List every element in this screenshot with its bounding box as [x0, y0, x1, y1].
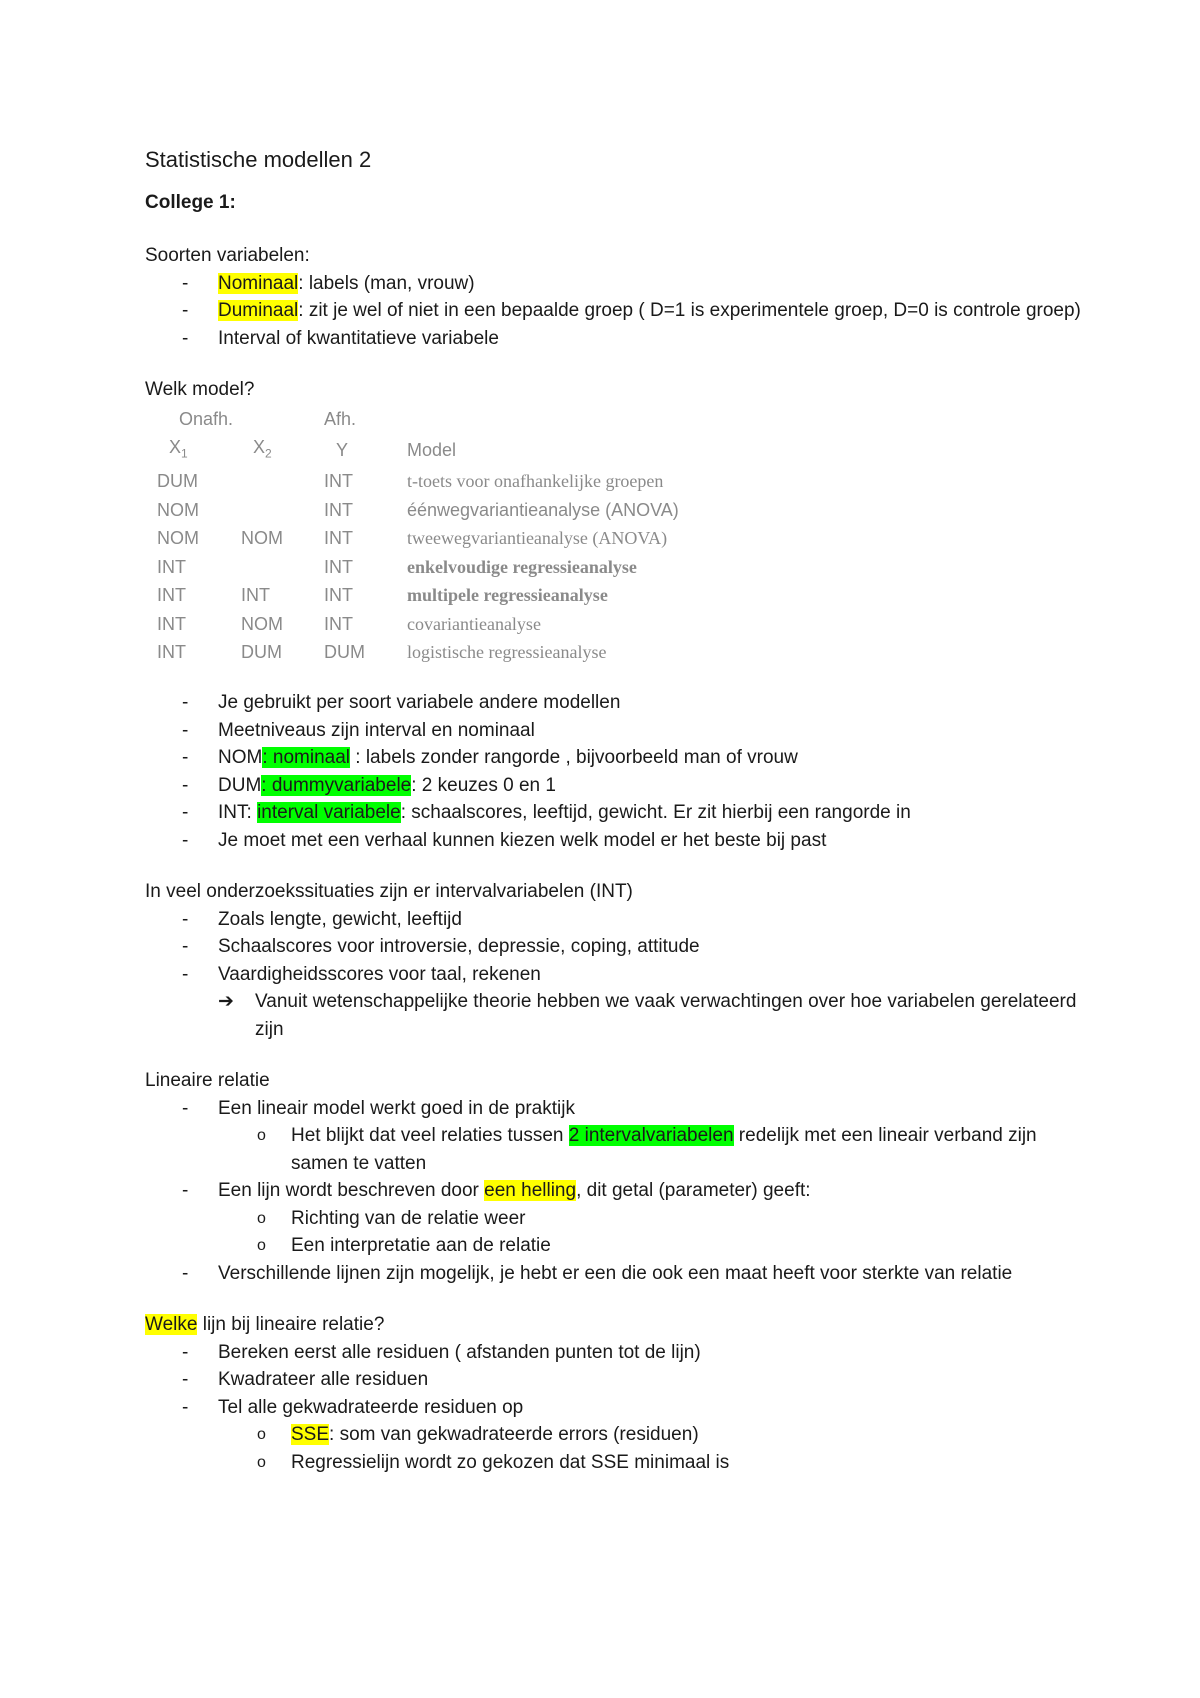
list-item: - Duminaal: zit je wel of niet in een bepaalde groep ( D=1 is experimentele groep, D=0 is controle groep): [145, 297, 1085, 325]
modellen-list: [145, 689, 1085, 854]
model-table: [157, 406, 679, 668]
sub-list-item: o Regressielijn wordt zo gekozen dat SSE minimaal is: [145, 1449, 1085, 1477]
list-item: - INT: interval variabele: schaalscores, leeftijd, gewicht. Er zit hierbij een rangorde in: [145, 799, 1085, 827]
list-item: - Meetniveaus zijn interval en nominaal: [145, 717, 1085, 745]
header-y: Y: [336, 439, 349, 460]
lineair-list: [145, 1095, 1085, 1288]
group-onafh-label: Onafh.: [179, 408, 234, 429]
header-x2: $X_2$: [253, 436, 272, 461]
list-item: - Zoals lengte, gewicht, leeftijd: [145, 906, 1085, 934]
list-item: - DUM: dummyvariabele: 2 keuzes 0 en 1: [145, 772, 1085, 800]
arrow-item: ➔ Vanuit wetenschappelijke theorie hebben we vaak verwachtingen over hoe variabelen gerelateerd zijn: [145, 988, 1085, 1043]
soorten-heading: Soorten variabelen:: [145, 245, 310, 266]
sub-list-item: o SSE: som van gekwadrateerde errors (residuen): [145, 1421, 1085, 1449]
list-item: - Interval of kwantitatieve variabele: [145, 325, 1085, 353]
list-item: - Nominaal: labels (man, vrouw): [145, 270, 1085, 298]
list-item: - Schaalscores voor introversie, depressie, coping, attitude: [145, 933, 1085, 961]
header-model: Model: [407, 439, 457, 460]
welke-heading: Welke lijn bij lineaire relatie?: [145, 1314, 385, 1336]
sub-list-item: o Een interpretatie aan de relatie: [145, 1232, 1085, 1260]
list-item: - Vaardigheidsscores voor taal, rekenen: [145, 961, 1085, 989]
list-item: - Een lineair model werkt goed in de praktijk: [145, 1095, 1085, 1123]
list-item: - Tel alle gekwadrateerde residuen op: [145, 1394, 1085, 1422]
table-row: INT INT enkelvoudige regressieanalyse: [157, 556, 637, 577]
list-item: - Je moet met een verhaal kunnen kiezen welk model er het beste bij past: [145, 827, 1085, 855]
list-item: - Bereken eerst alle residuen ( afstanden punten tot de lijn): [145, 1339, 1085, 1367]
document-content: [145, 140, 1085, 1476]
table-row: INT DUM DUM logistische regressieanalyse: [157, 642, 607, 663]
table-row: INT NOM INT covariantieanalyse: [157, 613, 541, 634]
list-item: - Een lijn wordt beschreven door een helling, dit getal (parameter) geeft:: [145, 1177, 1085, 1205]
document-title: Statistische modellen 2: [145, 147, 372, 172]
sub-list-item: o Het blijkt dat veel relaties tussen 2 intervalvariabelen redelijk met een lineair verband zijn samen te vatten: [145, 1122, 1085, 1177]
list-item: - Je gebruikt per soort variabele andere modellen: [145, 689, 1085, 717]
table-row: NOM INT éénwegvariantieanalyse (ANOVA): [157, 499, 679, 520]
interval-heading: In veel onderzoekssituaties zijn er intervalvariabelen (INT): [145, 881, 633, 903]
list-item: - NOM: nominaal : labels zonder rangorde , bijvoorbeeld man of vrouw: [145, 744, 1085, 772]
group-afh-label: Afh.: [324, 408, 357, 429]
list-item: - Verschillende lijnen zijn mogelijk, je hebt er een die ook een maat heeft voor sterkte van relatie: [145, 1260, 1085, 1288]
soorten-list: [145, 270, 1085, 353]
sub-list-item: o Richting van de relatie weer: [145, 1205, 1085, 1233]
table-row: DUM INT t-toets voor onafhankelijke groepen: [157, 471, 664, 492]
interval-list: [145, 906, 1085, 1044]
arrow-right-icon: ➔: [218, 991, 234, 1013]
lineair-heading: Lineaire relatie: [145, 1070, 270, 1092]
table-row: NOM NOM INT tweewegvariantieanalyse (ANOVA): [157, 528, 668, 549]
table-row: INT INT INT multipele regressieanalyse: [157, 585, 608, 606]
welk-model-heading: Welk model?: [145, 379, 255, 400]
header-x1: $X_1$: [169, 436, 188, 461]
college-heading: College 1:: [145, 192, 236, 213]
list-item: - Kwadrateer alle residuen: [145, 1366, 1085, 1394]
welke-list: [145, 1339, 1085, 1477]
